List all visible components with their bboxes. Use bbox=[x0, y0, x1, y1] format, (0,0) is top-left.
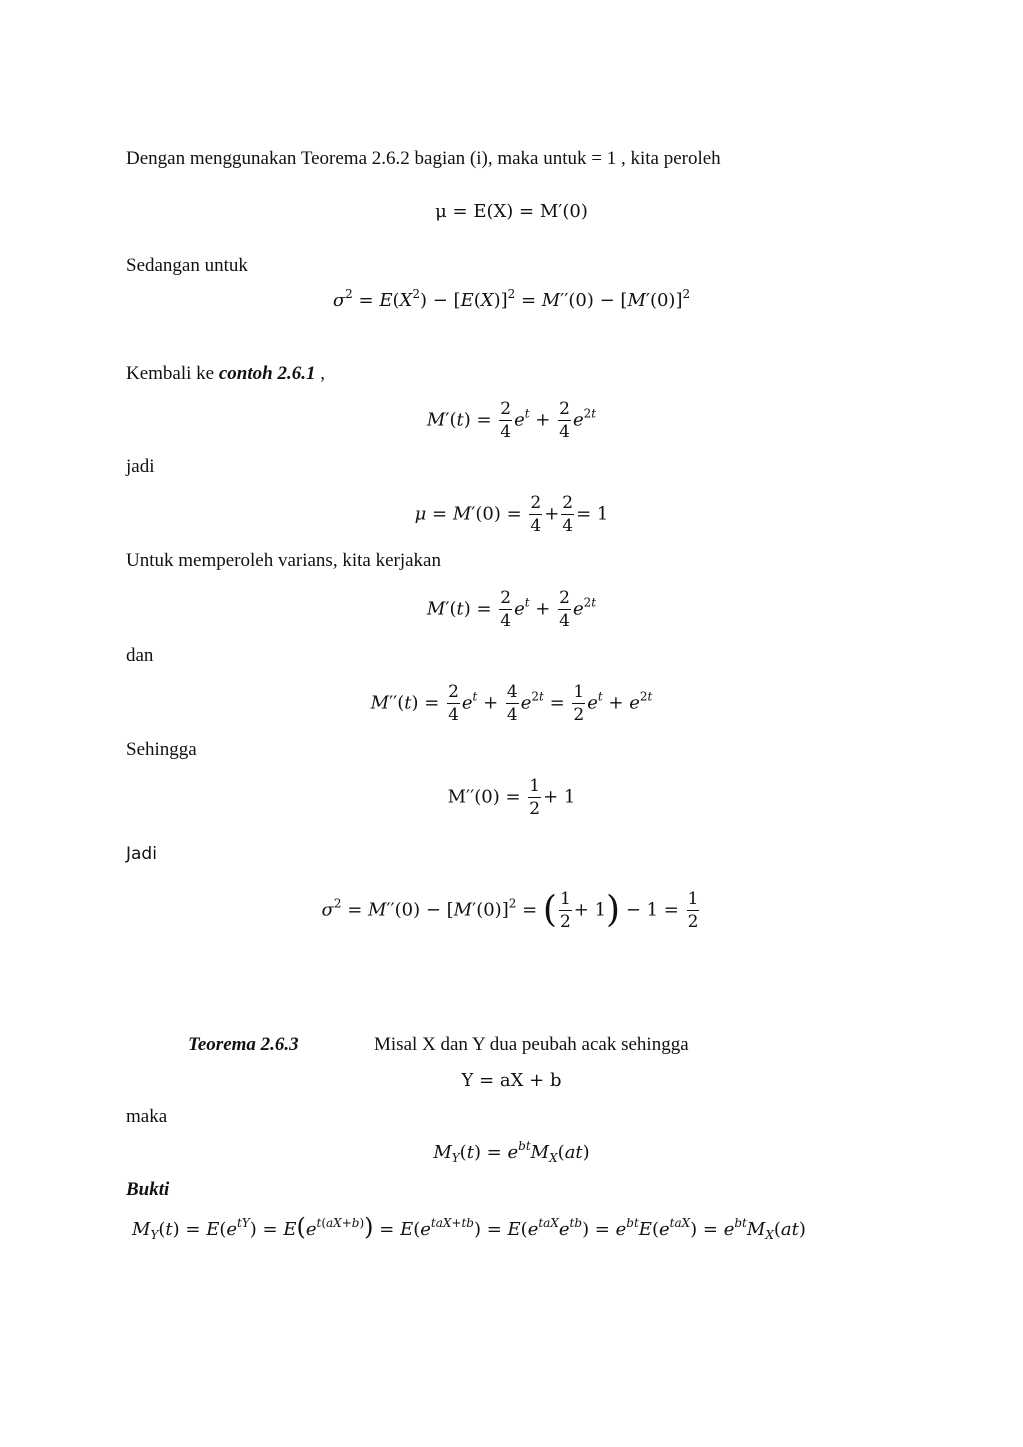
fraction: $\frac{2}{4}$ bbox=[562, 493, 574, 536]
equation-mean-value: μ = M′(0) = $\frac{2}{4}$ + $\frac{2}{4}$ = 1 bbox=[414, 493, 609, 536]
fraction: $\frac{4}{4}$ bbox=[506, 682, 518, 725]
theorem-label: Teorema 2.6.3 bbox=[188, 1034, 299, 1055]
proof-heading: Bukti bbox=[126, 1179, 170, 1200]
paragraph-varians: Untuk memperoleh varians, kita kerjakan bbox=[126, 550, 441, 571]
equation-variance-definition: $\sigma^2 = E(X^2) - [E(X)]^2 = M''(0) - [M'(0)]^2$ bbox=[332, 287, 691, 311]
paragraph-intro: Dengan menggunakan Teorema 2.6.2 bagian (i), maka untuk = 1 , kita peroleh bbox=[126, 148, 721, 169]
equation-mgf-derivative-1: M′(t) = $\frac{2}{4}$ $e^t$ + $\frac{2}{4}$ $e^{2t}$ bbox=[426, 399, 597, 442]
fraction: $\frac{2}{4}$ bbox=[559, 399, 570, 442]
theorem-statement: Misal X dan Y dua peubah acak sehingga bbox=[374, 1034, 689, 1055]
fraction: $\frac{1}{2}$ bbox=[559, 889, 571, 932]
paragraph-jadi-1: jadi bbox=[126, 456, 155, 477]
equation-second-moment-at-zero: M′′(0) = $\frac{1}{2}$ + 1 bbox=[447, 776, 576, 819]
fraction: $\frac{2}{4}$ bbox=[559, 588, 570, 631]
paragraph-jadi-2: Jadi bbox=[126, 844, 157, 864]
paragraph-dan: dan bbox=[126, 645, 154, 666]
equation-mean: μ = E(X) = M′(0) bbox=[435, 201, 588, 222]
paragraph-maka: maka bbox=[126, 1106, 168, 1127]
fraction: $\frac{2}{4}$ bbox=[500, 399, 512, 442]
equation-mgf-second-derivative: M′′(t) = $\frac{2}{4}$ $e^t$ + $\frac{4}{4}$ $e^{2t}$ = $\frac{1}{2}$ $e^t + e^{2t}$ bbox=[370, 682, 653, 725]
fraction: $\frac{1}{2}$ bbox=[687, 889, 699, 932]
example-reference: contoh 2.6.1 bbox=[218, 363, 316, 384]
equation-linear-transform: Y = aX + b bbox=[461, 1070, 562, 1091]
equation-mgf-derivative-2: M′(t) = $\frac{2}{4}$ $e^t$ + $\frac{2}{4}$ $e^{2t}$ bbox=[426, 588, 597, 631]
paragraph-sedangan: Sedangan untuk bbox=[126, 255, 248, 276]
fraction: $\frac{1}{2}$ bbox=[573, 682, 585, 725]
fraction: $\frac{2}{4}$ bbox=[448, 682, 459, 725]
fraction: $\frac{2}{4}$ bbox=[530, 493, 542, 536]
fraction: $\frac{2}{4}$ bbox=[500, 588, 512, 631]
equation-variance-result: $\sigma^2 = M''(0) - [M'(0)]^2$ = ( $\frac{1}{2}$ + 1) − 1 = $\frac{1}{2}$ bbox=[321, 889, 699, 932]
paragraph-sehingga: Sehingga bbox=[126, 739, 197, 760]
fraction: $\frac{1}{2}$ bbox=[529, 776, 541, 819]
equation-proof: $M_Y(t) = E(e^{tY}) = E(e^{t(aX+b)}) = E(e^{taX+tb}) = E(e^{taX}e^{tb}) = e^{bt}E(e^{taX}) = e^{bt}M_X(at)$ bbox=[132, 1213, 806, 1242]
paragraph-kembali: Kembali ke contoh 2.6.1 , bbox=[126, 363, 325, 384]
equation-theorem-result: $M_Y(t) = e^{bt}M_X(at)$ bbox=[433, 1139, 590, 1165]
